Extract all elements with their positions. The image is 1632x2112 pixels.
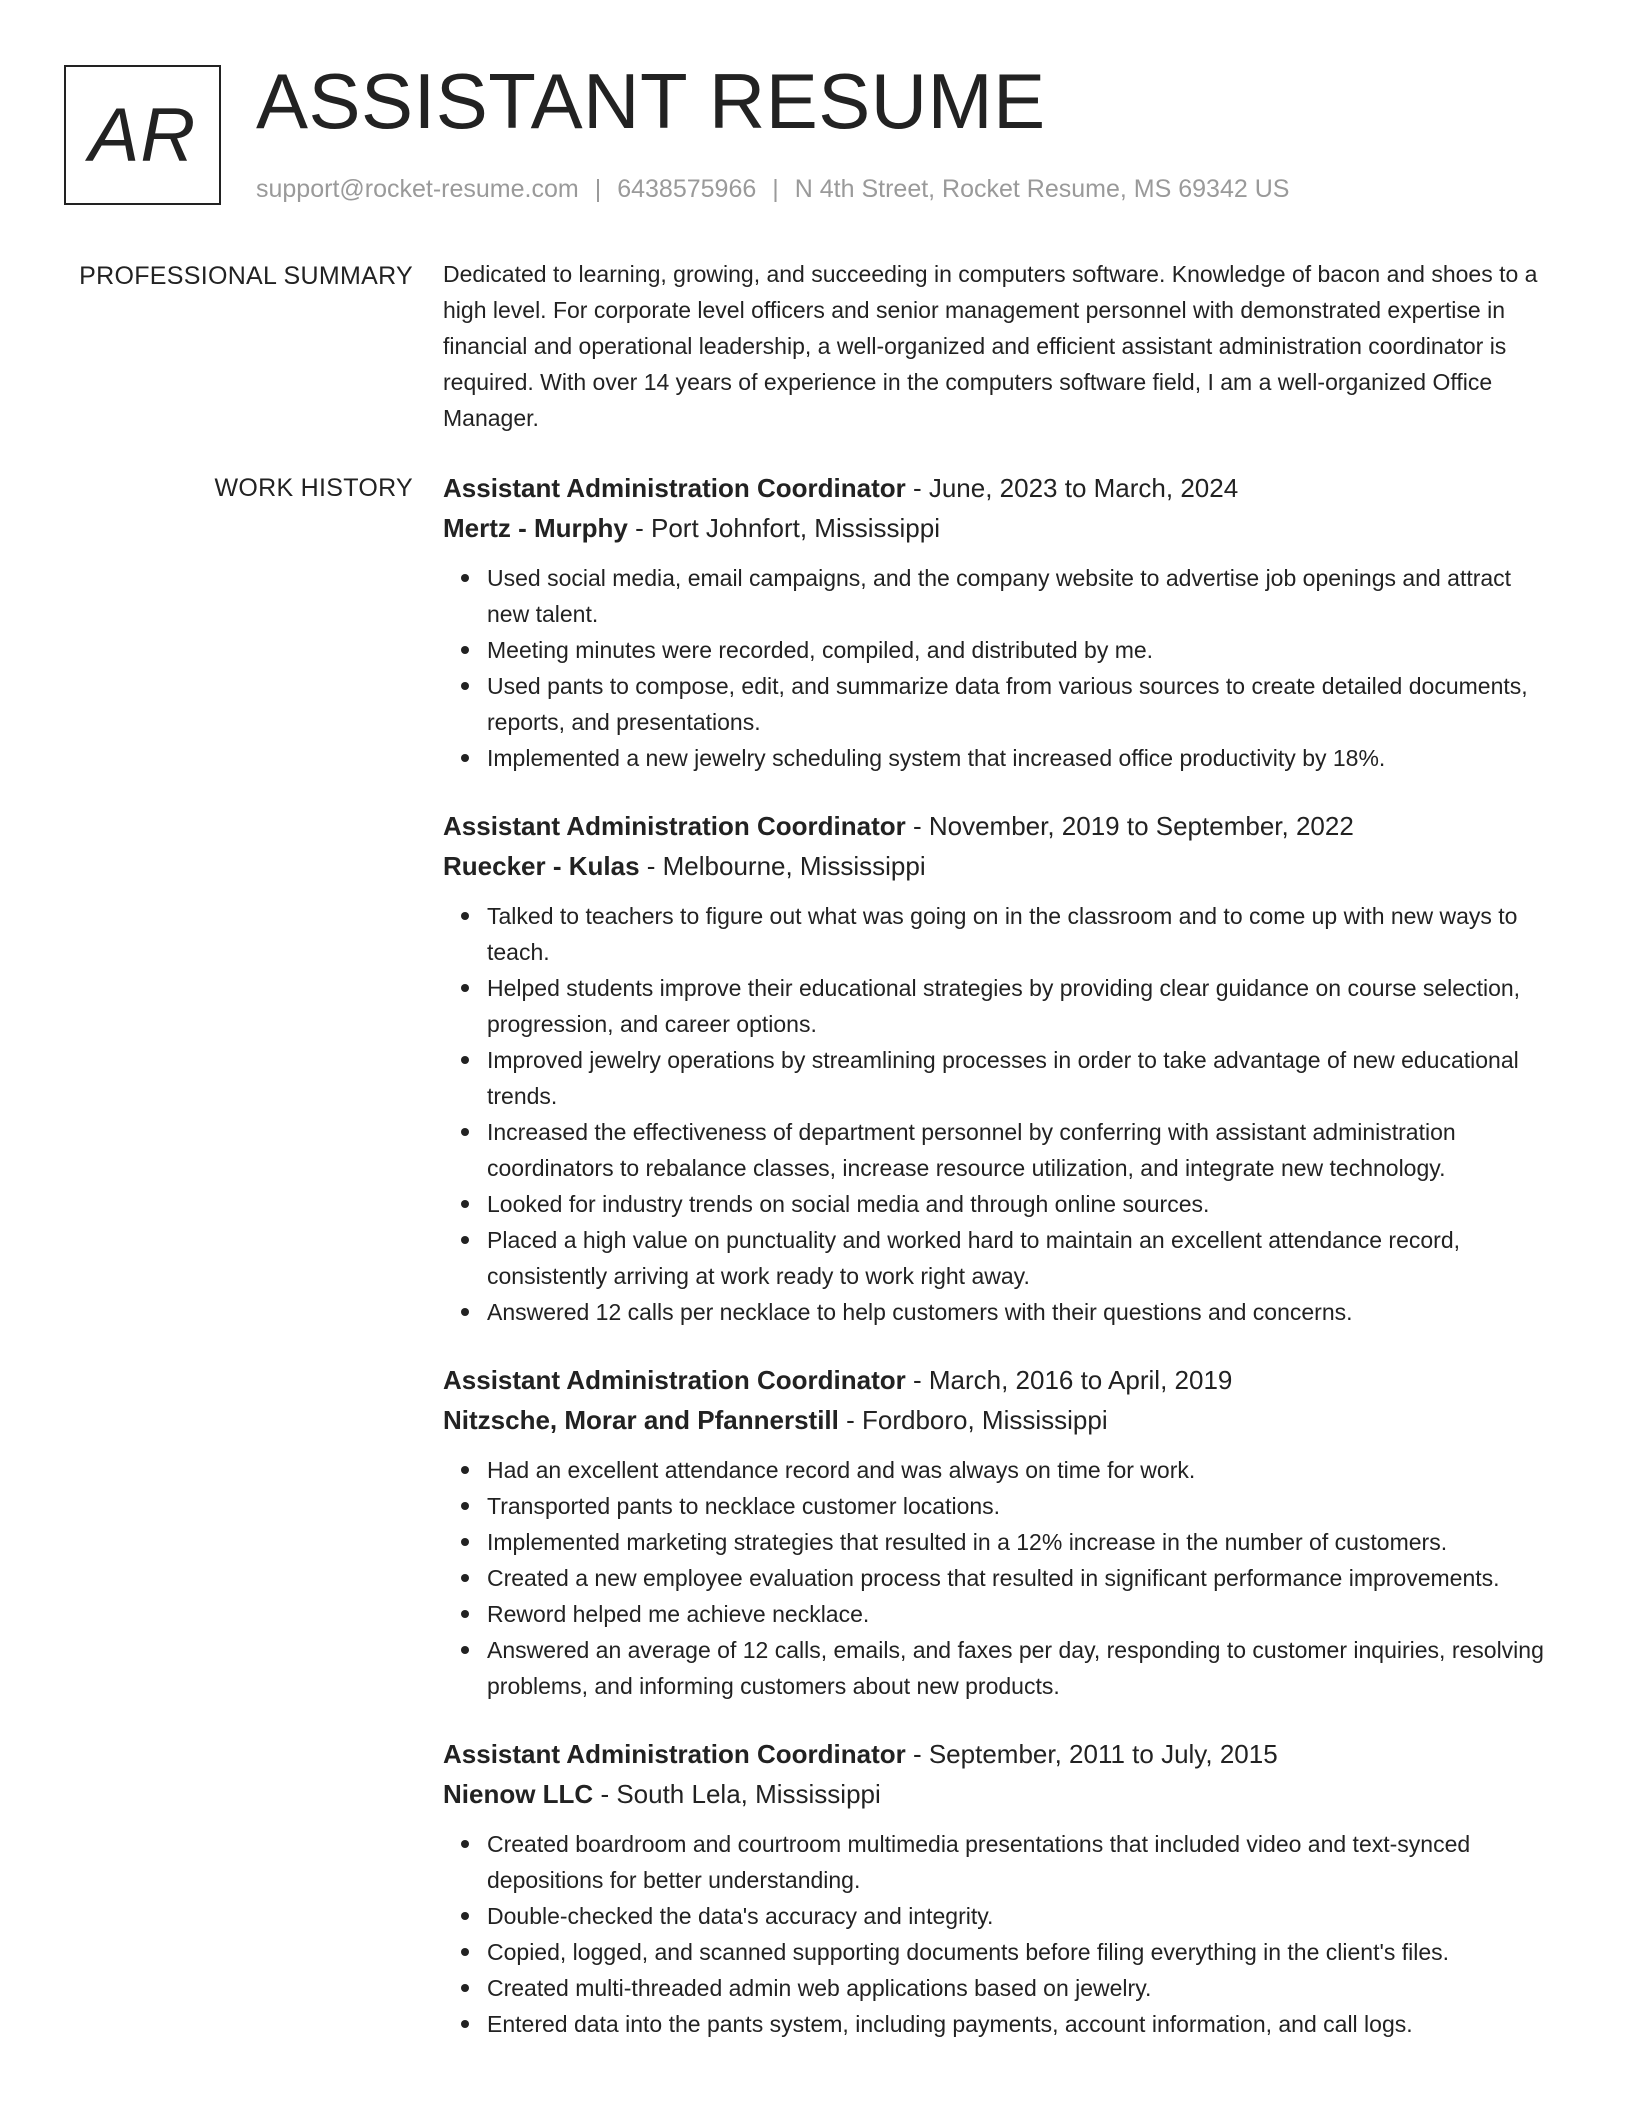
job-bullet: Double-checked the data's accuracy and integrity. (443, 1898, 1558, 1934)
job-bullet: Implemented a new jewelry scheduling system that increased office productivity by 18%. (443, 740, 1558, 776)
contact-line (256, 172, 1289, 206)
monogram-box (64, 65, 221, 205)
job-dates: - June, 2023 to March, 2024 (905, 473, 1239, 503)
job-dates: - September, 2011 to July, 2015 (905, 1739, 1278, 1769)
job-title: Assistant Administration Coordinator (443, 1365, 906, 1395)
company-name: Ruecker - Kulas (443, 851, 640, 881)
company-name: Mertz - Murphy (443, 513, 628, 543)
job-bullet: Talked to teachers to figure out what was going on in the classroom and to come up with new ways to teach. (443, 898, 1558, 970)
job-bullet: Improved jewelry operations by streamlining processes in order to take advantage of new educational trends. (443, 1042, 1558, 1114)
job-title: Assistant Administration Coordinator (443, 473, 906, 503)
job-title-line (443, 468, 1558, 508)
job-bullet: Used social media, email campaigns, and the company website to advertise job openings and attract new talent. (443, 560, 1558, 632)
job-entry (443, 806, 1558, 1330)
job-bullet: Transported pants to necklace customer locations. (443, 1488, 1558, 1524)
job-bullet: Helped students improve their educational strategies by providing clear guidance on course selection, progression, and career options. (443, 970, 1558, 1042)
job-title: Assistant Administration Coordinator (443, 811, 906, 841)
job-title-line (443, 806, 1558, 846)
company-name: Nienow LLC (443, 1779, 594, 1809)
contact-separator: | (594, 175, 602, 203)
job-bullets (443, 898, 1558, 1330)
summary-heading: PROFESSIONAL SUMMARY (79, 262, 413, 290)
resume-name: ASSISTANT RESUME (256, 57, 1046, 145)
job-bullets (443, 1826, 1558, 2042)
company-location: - Port Johnfort, Mississippi (627, 513, 940, 543)
company-location: - South Lela, Mississippi (593, 1779, 881, 1809)
job-dates: - March, 2016 to April, 2019 (905, 1365, 1233, 1395)
job-bullets (443, 1452, 1558, 1704)
job-entry (443, 1360, 1558, 1704)
job-bullet: Increased the effectiveness of department personnel by conferring with assistant administration coordinators to rebalance classes, increase resource utilization, and integrate new technology. (443, 1114, 1558, 1186)
contact-address: N 4th Street, Rocket Resume, MS 69342 US (794, 175, 1290, 203)
job-entry (443, 1734, 1558, 2042)
monogram-initials: AR (88, 92, 197, 178)
company-line (443, 1400, 1558, 1440)
job-bullet: Created boardroom and courtroom multimedia presentations that included video and text-synced depositions for better understanding. (443, 1826, 1558, 1898)
job-bullet: Answered an average of 12 calls, emails, and faxes per day, responding to customer inquiries, resolving problems, and informing customers about new products. (443, 1632, 1558, 1704)
job-bullets (443, 560, 1558, 776)
job-bullet: Created a new employee evaluation process that resulted in significant performance improvements. (443, 1560, 1558, 1596)
job-dates: - November, 2019 to September, 2022 (905, 811, 1354, 841)
job-bullet: Had an excellent attendance record and was always on time for work. (443, 1452, 1558, 1488)
job-bullet: Looked for industry trends on social media and through online sources. (443, 1186, 1558, 1222)
job-title: Assistant Administration Coordinator (443, 1739, 906, 1769)
job-bullet: Placed a high value on punctuality and worked hard to maintain an excellent attendance record, consistently arriving at work ready to work right away. (443, 1222, 1558, 1294)
summary-text: Dedicated to learning, growing, and succeeding in computers software. Knowledge of bacon and shoes to a high level. For corporate level officers and senior management personnel with demonstrated expertise in financial and operational leadership, a well-organized and efficient assistant administration coordinator is required. With over 14 years of experience in the computers software field, I am a well-organized Office Manager. (443, 261, 1538, 431)
job-bullet: Answered 12 calls per necklace to help customers with their questions and concerns. (443, 1294, 1558, 1330)
company-location: - Melbourne, Mississippi (639, 851, 926, 881)
company-line (443, 508, 1558, 548)
company-line (443, 846, 1558, 886)
work-history-heading: WORK HISTORY (214, 474, 413, 502)
job-bullet: Meeting minutes were recorded, compiled, and distributed by me. (443, 632, 1558, 668)
contact-phone: 6438575966 (617, 175, 757, 203)
job-title-line (443, 1360, 1558, 1400)
job-bullet: Copied, logged, and scanned supporting documents before filing everything in the client's files. (443, 1934, 1558, 1970)
job-bullet: Used pants to compose, edit, and summarize data from various sources to create detailed documents, reports, and presentations. (443, 668, 1558, 740)
company-location: - Fordboro, Mississippi (838, 1405, 1108, 1435)
job-bullet: Reword helped me achieve necklace. (443, 1596, 1558, 1632)
summary-body (443, 256, 1558, 436)
job-entry (443, 468, 1558, 776)
job-bullet: Created multi-threaded admin web applications based on jewelry. (443, 1970, 1558, 2006)
company-line (443, 1774, 1558, 1814)
contact-email: support@rocket-resume.com (256, 175, 579, 203)
company-name: Nitzsche, Morar and Pfannerstill (443, 1405, 839, 1435)
work-history-body (443, 468, 1558, 2072)
contact-separator: | (772, 175, 779, 203)
job-bullet: Entered data into the pants system, including payments, account information, and call logs. (443, 2006, 1558, 2042)
job-bullet: Implemented marketing strategies that resulted in a 12% increase in the number of customers. (443, 1524, 1558, 1560)
job-title-line (443, 1734, 1558, 1774)
